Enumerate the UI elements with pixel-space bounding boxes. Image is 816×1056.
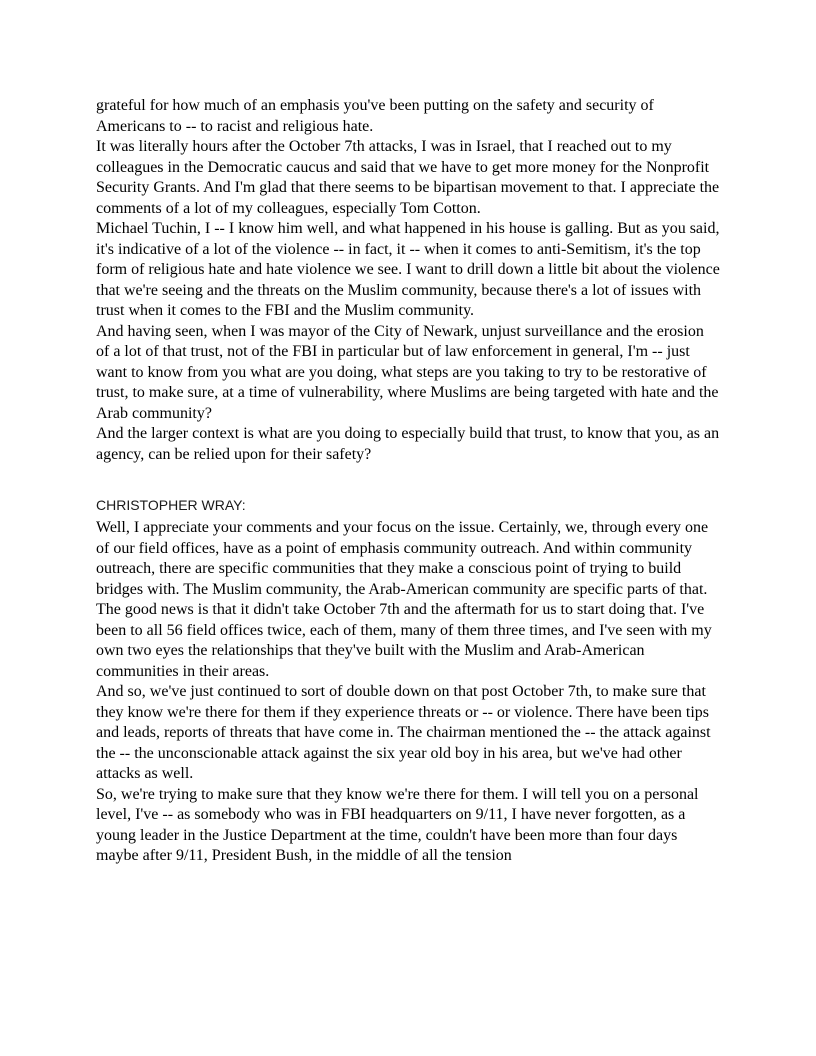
- transcript-body: [96, 96, 720, 867]
- paragraph: grateful for how much of an emphasis you've been putting on the safety and security of Americans to -- to racist and religious hate.: [96, 97, 654, 135]
- paragraph: And having seen, when I was mayor of the City of Newark, unjust surveillance and the erosion of a lot of that trust, not of the FBI in particular but of law enforcement in general, I'm -- just want to know from you what are you doing, what steps are you taking to try to be restorative of trust, to make sure, at a time of vulnerability, where Muslims are being targeted with hate and the Arab community?: [96, 322, 719, 422]
- paragraph: And the larger context is what are you doing to especially build that trust, to know that you, as an agency, can be relied upon for their safety?: [96, 425, 720, 463]
- paragraph: So, we're trying to make sure that they know we're there for them. I will tell you on a personal level, I've -- as somebody who was in FBI headquarters on 9/11, I have never forgotten, as a young leader in the Justice Department at the time, couldn't have been more than four days maybe after 9/11, President Bush, in the middle of all the tension: [96, 785, 699, 864]
- paragraph: The good news is that it didn't take October 7th and the aftermath for us to start doing that. I've been to all 56 field offices twice, each of them, many of them three times, and I've seen with my own two eyes the relationships that they've built with the Muslim and Arab-American communities in their areas.: [96, 601, 712, 680]
- speaker-label: CHRISTOPHER WRAY:: [96, 497, 246, 513]
- paragraph: Well, I appreciate your comments and your focus on the issue. Certainly, we, through every one of our field offices, have as a point of emphasis community outreach. And within community outreach, there are specific communities that they make a conscious point of trying to build bridges with. The Muslim community, the Arab-American community are specific parts of that.: [96, 519, 709, 598]
- paragraph: And so, we've just continued to sort of double down on that post October 7th, to make sure that they know we're there for them if they experience threats or -- or violence. There have been tips and leads, reports of threats that have come in. The chairman mentioned the -- the attack against the -- the unconscionable attack against the six year old boy in his area, but we've had other attacks as well.: [96, 683, 711, 782]
- paragraph: It was literally hours after the October 7th attacks, I was in Israel, that I reached out to my colleagues in the Democratic caucus and said that we have to get more money for the Nonprofit Security Grants. And I'm glad that there seems to be bipartisan movement to that. I appreciate the comments of a lot of my colleagues, especially Tom Cotton.: [96, 138, 720, 217]
- paragraph: Michael Tuchin, I -- I know him well, and what happened in his house is galling. But as you said, it's indicative of a lot of the violence -- in fact, it -- when it comes to anti-Semitism, it's the top form of religious hate and hate violence we see. I want to drill down a little bit about the violence that we're seeing and the threats on the Muslim community, because there's a lot of issues with trust when it comes to the FBI and the Muslim community.: [96, 220, 720, 319]
